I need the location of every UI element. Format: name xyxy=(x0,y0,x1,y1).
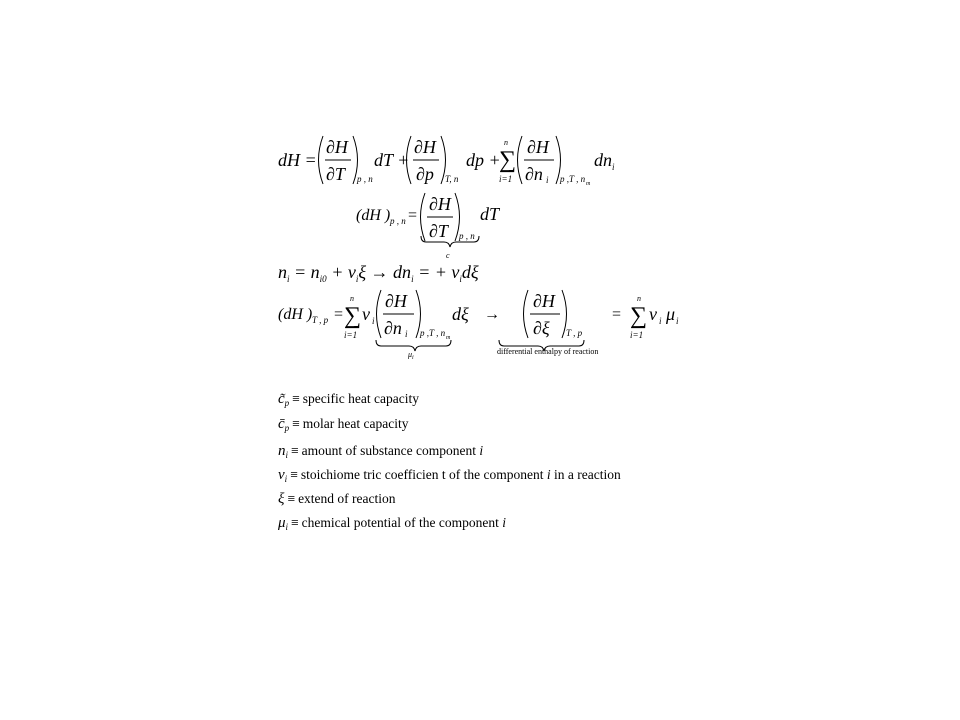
eq4-t1-left-paren xyxy=(377,290,382,338)
eq1-t3-after-sub: i xyxy=(612,162,615,172)
eq1-t3-numerator: ∂H xyxy=(527,137,549,157)
eq4-t1-subscript-m: m xyxy=(446,335,451,341)
eq2-equals: = xyxy=(408,207,418,224)
def-text: chemical potential of the component xyxy=(301,515,499,530)
eq4-t1-denominator-sub: i xyxy=(405,329,408,339)
eq4-nu-sub: i xyxy=(372,316,375,326)
def-symbol: μ xyxy=(278,515,286,531)
eq1-t3-left-paren xyxy=(518,136,523,184)
def-symbol-sub: i xyxy=(284,474,288,484)
eq1-t1-numerator: ∂H xyxy=(326,137,348,157)
eq4-rhs-nu-sub: i xyxy=(659,316,662,326)
eq4-sum2-upper: n xyxy=(637,294,641,303)
eq4-sum-upper: n xyxy=(350,294,354,303)
eq1-t2-subscript: T, n xyxy=(445,174,459,184)
eq2-lhs: (dH ) xyxy=(356,207,391,224)
def-text: extend of reaction xyxy=(298,491,396,506)
def-symbol-sub: p xyxy=(284,423,290,433)
definition-specific-heat xyxy=(278,390,419,409)
equiv-sign: ≡ xyxy=(291,443,299,458)
eq1-sum-sigma: ∑ xyxy=(499,147,517,173)
definition-molar-heat xyxy=(278,415,409,434)
def-symbol-sub: i xyxy=(285,522,289,532)
eq4-brace1-label: $\mu_i$ xyxy=(408,350,414,361)
eq4-rhs-mu-sub: i xyxy=(676,316,679,326)
eq2-after: dT xyxy=(480,204,500,224)
eq1-t3-subscript-m: m xyxy=(586,181,591,187)
eq4-rhs-equals: = xyxy=(612,306,622,323)
eq1-t1-left-paren xyxy=(319,136,324,184)
eq1-t1-subscript: p , n xyxy=(357,174,373,184)
def-symbol: n xyxy=(278,443,286,459)
eq2-lhs-subscript: p , n xyxy=(390,216,406,226)
eq1-t3-after: dn xyxy=(594,150,612,170)
equiv-sign: ≡ xyxy=(287,491,296,506)
eq4-t1-subscript: p ,T , n xyxy=(420,328,446,338)
eq1-sum-upper: n xyxy=(504,138,508,147)
eq4-sum2-sigma: ∑ xyxy=(630,303,648,329)
eq4-rhs-mu: μ xyxy=(666,304,676,324)
eq1-lhs: dH = xyxy=(278,150,317,170)
eq4-equals: = xyxy=(334,306,344,323)
def-text: molar heat capacity xyxy=(302,416,409,431)
def-tail: i xyxy=(546,467,551,482)
equiv-sign: ≡ xyxy=(291,515,299,530)
eq4-t2-numerator: ∂H xyxy=(533,291,555,311)
def-symbol: c̃ xyxy=(278,391,285,407)
eq4-lhs-subscript: T , p xyxy=(312,315,329,325)
eq1-t1-denominator: ∂T xyxy=(326,164,345,184)
eq1-sum-lower: i=1 xyxy=(499,174,513,184)
eq2-brace-label: c xyxy=(446,251,450,260)
eq4-rhs-nu: ν xyxy=(649,304,657,324)
eq4-brace2-label: differential enthalpy of reaction xyxy=(497,347,599,356)
def-text: stoichiome tric coefficien t of the component xyxy=(300,467,544,482)
def-symbol-sub: i xyxy=(285,450,289,460)
equiv-sign: ≡ xyxy=(292,391,300,406)
def-text2: in a reaction xyxy=(554,467,621,482)
eq4-arrow: → xyxy=(484,306,500,323)
definition-amount xyxy=(278,442,483,461)
eq3-line: $n_i = n_{i0} + \nu_i\xi \to dn_i$ = + $\nu_id\xi$ xyxy=(278,262,479,284)
eq1-t2-numerator: ∂H xyxy=(414,137,436,157)
eq4-underbrace-1 xyxy=(376,340,451,351)
eq2-left-paren xyxy=(421,193,426,241)
eq4-nu: ν xyxy=(362,304,370,324)
eq4-lhs: (dH ) xyxy=(278,306,313,323)
eq4-t2-left-paren xyxy=(524,290,529,338)
definition-chemical-potential xyxy=(278,514,506,533)
def-symbol: ξ xyxy=(278,491,285,507)
eq4-t2-subscript: T , p xyxy=(566,328,583,338)
eq4-sum-lower: i=1 xyxy=(344,330,358,340)
equiv-sign: ≡ xyxy=(292,416,300,431)
def-tail: i xyxy=(479,443,484,458)
equiv-sign: ≡ xyxy=(290,467,298,482)
eq4-after: dξ xyxy=(452,304,469,324)
def-symbol: ν xyxy=(278,467,285,483)
definition-stoichiometric xyxy=(278,466,621,485)
def-text: amount of substance component xyxy=(301,443,476,458)
eq2-numerator: ∂H xyxy=(429,194,451,214)
eq1-t3-denominator-sub: i xyxy=(546,175,549,185)
def-symbol: c̄ xyxy=(278,416,285,432)
eq4-sum2-lower: i=1 xyxy=(630,330,644,340)
eq2-denominator: ∂T xyxy=(429,221,448,241)
eq2-subscript: p , n xyxy=(459,231,475,241)
eq4-t1-numerator: ∂H xyxy=(385,291,407,311)
eq1-t2-after: dp + xyxy=(466,150,501,170)
eq1-t3-subscript: p ,T , n xyxy=(560,174,586,184)
eq1-t3-denominator: ∂n xyxy=(525,164,543,184)
def-text: specific heat capacity xyxy=(302,391,419,406)
eq4-t1-denominator: ∂n xyxy=(384,318,402,338)
eq4-t2-denominator: ∂ξ xyxy=(533,318,550,338)
definition-extent xyxy=(278,490,396,508)
def-tail: i xyxy=(502,515,506,530)
eq1-t2-denominator: ∂p xyxy=(416,164,434,184)
eq1-t1-after: dT + xyxy=(374,150,410,170)
def-symbol-sub: p xyxy=(284,398,290,408)
eq4-sum-sigma: ∑ xyxy=(344,303,362,329)
